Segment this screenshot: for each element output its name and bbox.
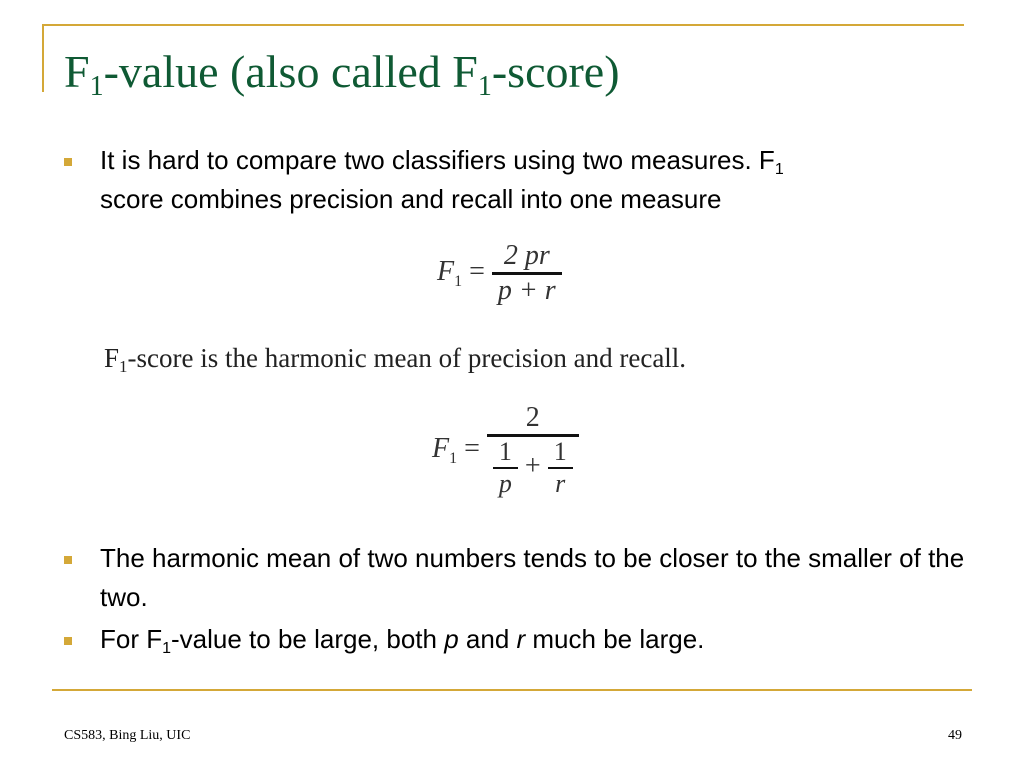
bullet-marker (64, 637, 72, 645)
equals-sign: = (469, 255, 485, 287)
bullet-text: The harmonic mean of two numbers tends to be closer to the smaller of the two. (100, 543, 965, 612)
fraction (492, 240, 562, 307)
bullet-text: For $F_1$-value to be large, both p and r much be large. (100, 624, 705, 657)
f1-formula (437, 240, 562, 307)
denominator: p + r (497, 275, 556, 306)
top-rule (42, 24, 964, 26)
f1-symbol: $F_1$ (432, 432, 458, 467)
left-rule (42, 24, 44, 92)
page-number: 49 (948, 728, 962, 743)
numerator: 2 (525, 402, 540, 433)
bullet-text: It is hard to compare two classifiers using two measures. $F_1$ score combines precision and recall into one measure (100, 145, 784, 214)
reciprocal-p: $\frac{1}{p}$ (493, 437, 518, 499)
bottom-rule (52, 689, 972, 691)
denominator (487, 437, 579, 499)
fraction (487, 402, 579, 499)
f1-symbol: $F_1$ (437, 255, 463, 290)
harmonic-formula (432, 402, 579, 499)
numerator: 2 pr (503, 240, 550, 271)
plus-sign: + (524, 450, 541, 482)
harmonic-mean-caption: $F_1$-score is the harmonic mean of precision and recall. (104, 343, 687, 376)
equals-sign: = (464, 432, 480, 464)
bullet-marker (64, 556, 72, 564)
bullet-marker (64, 158, 72, 166)
footer-credit: CS583, Bing Liu, UIC (64, 728, 191, 743)
slide-title: $F_1$-value (also called $F_1-score$) (64, 46, 620, 102)
reciprocal-r: $\frac{1}{r}$ (548, 437, 573, 499)
